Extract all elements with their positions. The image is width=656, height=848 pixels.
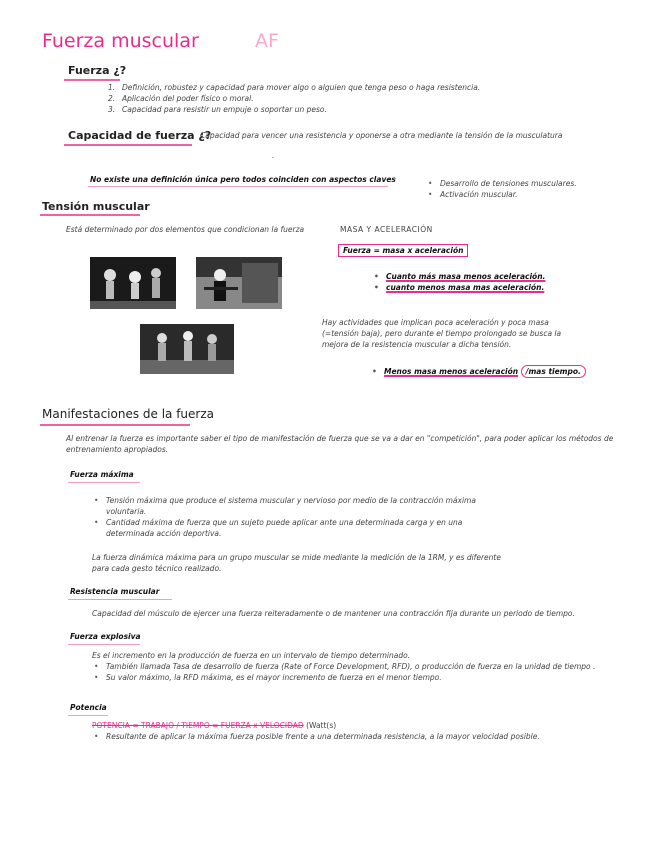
resistencia-text: Capacidad del músculo de ejercer una fuerza reiteradamente o de mantener una contracción fija durante un periodo de tiempo. — [92, 609, 575, 618]
manifestaciones-intro: Al entrenar la fuerza es importante saber el tipo de manifestación de fuerza que se va a dar en "competición", para poder aplicar los métodos de entrenamiento apropiados. — [66, 434, 614, 454]
stray-dot: . — [272, 151, 275, 160]
potencia-underline — [68, 715, 108, 716]
maxima-note: La fuerza dinámica máxima para un grupo muscular se mide mediante la medición de la 1RM, y es diferente para cada gesto técnico realizado. — [92, 553, 501, 573]
formula-box — [338, 245, 468, 256]
maxima-bullets — [92, 495, 492, 539]
explosiva-bullets — [92, 661, 632, 683]
tension-bullet: Cuanto más masa menos aceleración. — [386, 272, 546, 281]
maxima-heading: Fuerza máxima — [70, 470, 134, 479]
potencia-formula: POTENCIA = TRABAJO / TIEMPO = FUERZA x VELOCIDAD — [92, 721, 304, 730]
last-bullet-text: Menos masa menos aceleración — [384, 367, 519, 376]
explosiva-bullet: • Su valor máximo, la RFD máxima, es el mayor incremento de fuerza en el menor tiempo. — [92, 672, 632, 683]
last-bullet-circled: /mas tiempo. — [521, 365, 586, 378]
definition-item: 2. Aplicación del poder físico o moral. — [108, 94, 254, 103]
capacidad-definition: Capacidad para vencer una resistencia y oponerse a otra mediante la tensión de la musculatura — [200, 131, 563, 140]
potencia-unit: (Watt(s) — [306, 721, 337, 730]
definition-item: 1. Definición, robustez y capacidad para mover algo o alguien que tenga peso o haga resistencia. — [108, 83, 481, 92]
explosiva-text: Es el incremento en la producción de fuerza en un intervalo de tiempo determinado. — [92, 651, 411, 660]
capacidad-note-underline — [88, 186, 388, 187]
capacidad-heading: Capacidad de fuerza ¿? — [68, 129, 212, 142]
athlete-photo-2 — [196, 257, 282, 309]
tension-bullets — [372, 271, 572, 293]
potencia-formula-line — [92, 720, 492, 731]
explosiva-heading: Fuerza explosiva — [70, 632, 141, 641]
tension-bullet: cuanto menos masa mas aceleración. — [386, 283, 545, 292]
page-title: Fuerza muscular — [42, 30, 199, 52]
fuerza-definitions — [108, 82, 548, 115]
resistencia-underline — [68, 599, 172, 600]
tension-last-bullet: • Menos masa menos aceleración /mas tiempo. — [372, 366, 592, 377]
formula-text: Fuerza = masa x aceleración — [338, 244, 468, 257]
manifestaciones-heading: Manifestaciones de la fuerza — [42, 407, 215, 421]
capacidad-aspects — [426, 178, 606, 200]
potencia-heading: Potencia — [70, 703, 107, 712]
potencia-bullet: • Resultante de aplicar la máxima fuerza posible frente a una determinada resistencia, a la mayor velocidad posible. — [92, 731, 592, 742]
maxima-underline — [68, 482, 140, 483]
fuerza-underline — [64, 79, 120, 81]
definition-item: 3. Capacidad para resistir un empuje o soportar un peso. — [108, 105, 327, 114]
capacidad-note: No existe una definición única pero todos coinciden con aspectos claves — [90, 175, 396, 184]
masa-label: MASA Y ACELERACIÓN — [340, 225, 433, 234]
manifestaciones-underline — [40, 424, 190, 426]
resistencia-heading: Resistencia muscular — [70, 587, 160, 596]
fuerza-heading: Fuerza ¿? — [68, 64, 127, 77]
aspect-item: • Activación muscular. — [426, 189, 606, 200]
maxima-bullet: • Cantidad máxima de fuerza que un sujeto puede aplicar ante una determinada carga y en una determinada acción deportiva. — [92, 517, 492, 539]
explosiva-underline — [68, 644, 140, 645]
author-tag: AF — [255, 30, 279, 52]
athlete-photo-1 — [90, 257, 176, 309]
tension-paragraph: Hay actividades que implican poca aceleración y poca masa (=tensión baja), pero durante el tiempo prolongado se busca la mejora de la resistencia muscular a dicha tensión. — [322, 318, 562, 349]
capacidad-underline — [64, 144, 192, 146]
potencia-bullets — [92, 731, 592, 742]
explosiva-bullet: • También llamada Tasa de desarrollo de fuerza (Rate of Force Development, RFD), o producción de fuerza en la unidad de tiempo . — [92, 661, 632, 672]
athlete-photo-3 — [140, 324, 234, 374]
tension-intro: Está determinado por dos elementos que condicionan la fuerza — [66, 225, 305, 234]
tension-underline — [40, 214, 140, 216]
aspect-item: • Desarrollo de tensiones musculares. — [426, 178, 606, 189]
tension-heading: Tensión muscular — [42, 200, 150, 213]
maxima-bullet: • Tensión máxima que produce el sistema muscular y nervioso por medio de la contracción máxima voluntaria. — [92, 495, 492, 517]
